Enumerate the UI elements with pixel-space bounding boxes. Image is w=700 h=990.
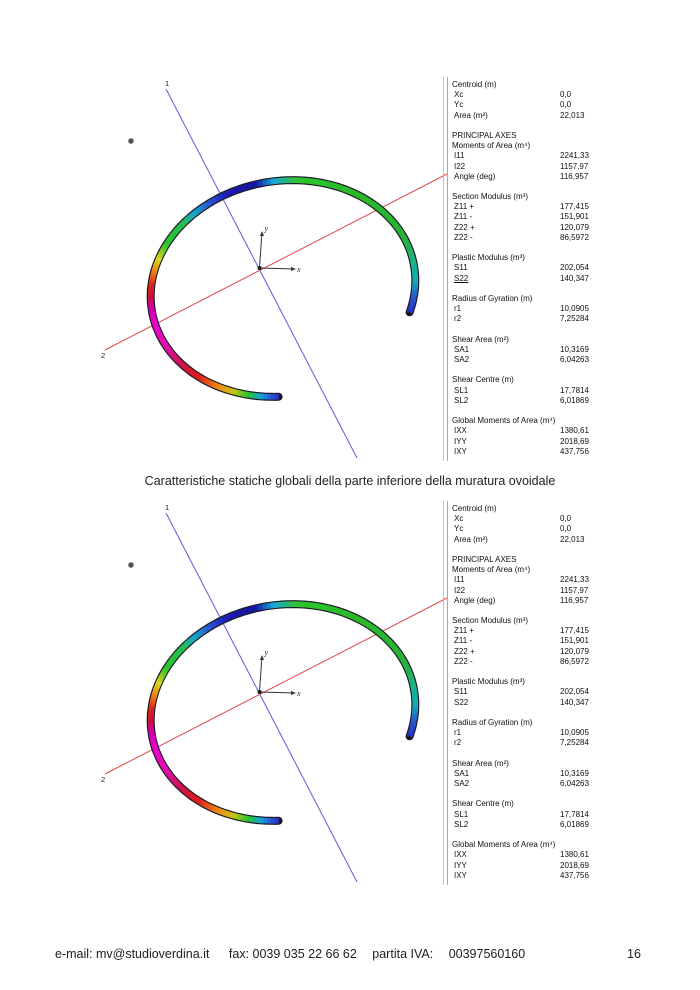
spacer-row — [452, 789, 602, 799]
property-value: 0,0 — [560, 514, 572, 524]
property-row — [452, 202, 602, 212]
property-row — [452, 524, 602, 534]
property-value: 116,957 — [560, 171, 589, 181]
y-axis-label: y — [264, 648, 269, 657]
axis-1-label: 1 — [165, 79, 170, 88]
property-row — [452, 314, 602, 324]
y-axis-label: y — [264, 224, 269, 233]
panel-separator-line — [443, 77, 444, 461]
property-label: Yc — [454, 524, 464, 534]
property-label: Xc — [454, 90, 464, 100]
property-label: Centroid (m) — [452, 80, 497, 89]
property-value: 2241,33 — [560, 575, 589, 585]
spacer-row — [452, 545, 602, 555]
section-header-row — [452, 565, 602, 575]
property-row — [452, 355, 602, 365]
property-value: 10,3169 — [560, 768, 589, 778]
axis-1-label: 1 — [165, 503, 170, 512]
property-row — [452, 810, 602, 820]
property-value: 2241,33 — [560, 151, 589, 161]
property-row — [452, 535, 602, 545]
property-label: r1 — [454, 304, 462, 314]
property-label: Shear Centre (m) — [452, 375, 514, 385]
footer-fax: fax: 0039 035 22 66 62 — [228, 947, 357, 961]
spacer-row — [452, 667, 602, 677]
panel-separator-line — [447, 77, 448, 461]
property-label: Shear Area (m²) — [452, 334, 509, 344]
footer-partita-iva-value: 00397560160 — [448, 947, 526, 961]
property-label: IXX — [454, 426, 467, 436]
property-row — [452, 779, 602, 789]
property-row — [452, 861, 602, 871]
property-label: Area (m²) — [454, 534, 488, 544]
property-label: Z11 + — [454, 626, 475, 636]
property-value: 22,013 — [560, 110, 585, 120]
property-row — [452, 820, 602, 830]
property-row — [452, 636, 602, 646]
property-label: SA2 — [454, 779, 470, 789]
section-header-row — [452, 840, 602, 850]
figure-caption: Caratteristiche statiche globali della parte inferiore della muratura ovoidale — [144, 474, 556, 488]
property-row — [452, 738, 602, 748]
spacer-row — [452, 243, 602, 253]
property-label: Angle (deg) — [454, 595, 496, 605]
property-value: 6,01869 — [560, 395, 589, 405]
property-label: Z11 - — [454, 636, 473, 646]
property-value: 0,0 — [560, 90, 572, 100]
property-value: 1380,61 — [560, 850, 589, 860]
section-properties-panel-2 — [452, 504, 602, 881]
property-label: I22 — [454, 585, 466, 595]
property-value: 140,347 — [560, 273, 589, 283]
property-label: Global Moments of Area (m⁴) — [452, 416, 556, 426]
property-value: 151,901 — [560, 212, 589, 222]
property-label: Radius of Gyration (m) — [452, 293, 533, 303]
y-axis-arrow-icon — [260, 231, 264, 236]
property-row — [452, 345, 602, 355]
property-label: Z22 + — [454, 646, 475, 656]
property-row — [452, 657, 602, 667]
property-row — [452, 596, 602, 606]
cross-section-plot-1 — [90, 75, 450, 467]
property-row — [452, 396, 602, 406]
section-header-row — [452, 253, 602, 263]
property-label: Z11 - — [454, 212, 473, 222]
property-row — [452, 728, 602, 738]
page-footer — [55, 947, 525, 961]
property-label: Z22 - — [454, 656, 473, 666]
section-ring-outline — [151, 180, 416, 397]
property-value: 7,25284 — [560, 314, 589, 324]
property-row — [452, 90, 602, 100]
property-row — [452, 769, 602, 779]
property-value: 177,415 — [560, 202, 589, 212]
property-row — [452, 514, 602, 524]
section-header-row — [452, 335, 602, 345]
property-label: PRINCIPAL AXES — [452, 130, 517, 140]
property-row — [452, 100, 602, 110]
spacer-row — [452, 708, 602, 718]
property-label: S11 — [454, 263, 468, 273]
property-label: SL2 — [454, 819, 469, 829]
property-label: Section Modulus (m³) — [452, 192, 529, 202]
property-value: 22,013 — [560, 534, 585, 544]
property-row — [452, 437, 602, 447]
property-row — [452, 223, 602, 233]
property-value: 140,347 — [560, 697, 589, 707]
property-label: Yc — [454, 100, 464, 110]
property-value: 437,756 — [560, 870, 589, 880]
property-label: IYY — [454, 860, 467, 870]
property-row — [452, 575, 602, 585]
spacer-row — [452, 365, 602, 375]
property-label: Z22 + — [454, 222, 475, 232]
property-value: 6,04263 — [560, 355, 589, 365]
property-label: r2 — [454, 738, 462, 748]
property-label: SA2 — [454, 355, 470, 365]
section-header-row — [452, 504, 602, 514]
footer-partita-iva-label: partita IVA: — [372, 947, 434, 961]
property-label: IXY — [454, 870, 467, 880]
y-axis-arrow-icon — [260, 655, 264, 660]
page-number: 16 — [627, 947, 641, 961]
property-label: S22 — [454, 697, 469, 707]
section-header-row — [452, 375, 602, 385]
spacer-row — [452, 606, 602, 616]
property-label: r1 — [454, 728, 462, 738]
y-axis-line — [260, 232, 263, 268]
property-value: 10,3169 — [560, 344, 589, 354]
panel-separator-line — [447, 501, 448, 885]
property-row — [452, 162, 602, 172]
property-label: Centroid (m) — [452, 504, 497, 513]
property-value: 1380,61 — [560, 426, 589, 436]
property-label: Xc — [454, 514, 464, 524]
property-value: 437,756 — [560, 446, 589, 456]
property-label: Moments of Area (m⁴) — [452, 565, 531, 575]
property-value: 2018,69 — [560, 860, 589, 870]
section-header-row — [452, 416, 602, 426]
section-header-row — [452, 555, 602, 565]
property-row — [452, 151, 602, 161]
property-label: I11 — [454, 575, 465, 585]
property-row — [452, 233, 602, 243]
spacer-row — [452, 284, 602, 294]
property-value: 120,079 — [560, 222, 589, 232]
property-value: 202,054 — [560, 687, 589, 697]
property-label: Z22 - — [454, 232, 473, 242]
property-row — [452, 871, 602, 881]
principal-axis-1-line — [166, 513, 357, 882]
property-row — [452, 263, 602, 273]
property-label: PRINCIPAL AXES — [452, 554, 517, 564]
property-label: IXY — [454, 446, 467, 456]
x-axis-line — [260, 268, 295, 269]
section-header-row — [452, 718, 602, 728]
section-ring-segment — [410, 309, 411, 312]
property-row — [452, 111, 602, 121]
origin-marker — [258, 690, 262, 694]
property-label: Z11 + — [454, 202, 475, 212]
property-value: 0,0 — [560, 524, 572, 534]
property-label: r2 — [454, 314, 462, 324]
section-header-row — [452, 131, 602, 141]
property-value: 0,0 — [560, 100, 572, 110]
spacer-row — [452, 830, 602, 840]
property-row — [452, 586, 602, 596]
property-label: SL1 — [454, 809, 469, 819]
axis-2-label: 2 — [101, 351, 106, 360]
property-label: Moments of Area (m⁴) — [452, 141, 531, 151]
property-value: 151,901 — [560, 636, 589, 646]
figure-cross-section-2 — [90, 499, 450, 891]
property-row — [452, 386, 602, 396]
property-row — [452, 647, 602, 657]
section-header-row — [452, 759, 602, 769]
property-value: 1157,97 — [560, 585, 589, 595]
section-properties-panel-1 — [452, 80, 602, 457]
x-axis-label: x — [297, 689, 301, 698]
property-value: 116,957 — [560, 595, 589, 605]
property-label: Section Modulus (m³) — [452, 616, 529, 626]
spacer-row — [452, 406, 602, 416]
property-label: Plastic Modulus (m³) — [452, 253, 525, 263]
section-header-row — [452, 677, 602, 687]
property-row — [452, 626, 602, 636]
property-row — [452, 698, 602, 708]
property-row — [452, 426, 602, 436]
x-axis-arrow-icon — [291, 267, 296, 271]
property-label: IYY — [454, 436, 467, 446]
property-label: SA1 — [454, 344, 470, 354]
property-value: 2018,69 — [560, 436, 589, 446]
section-header-row — [452, 192, 602, 202]
property-label: Shear Area (m²) — [452, 758, 509, 768]
property-label: S11 — [454, 687, 468, 697]
footer-email: e-mail: mv@studioverdina.it — [55, 947, 210, 961]
property-value: 120,079 — [560, 646, 589, 656]
property-label: Shear Centre (m) — [452, 799, 514, 809]
section-header-row — [452, 141, 602, 151]
property-label: SA1 — [454, 768, 470, 778]
property-label: I22 — [454, 161, 466, 171]
property-value: 7,25284 — [560, 738, 589, 748]
property-row — [452, 447, 602, 457]
property-label: SL1 — [454, 385, 469, 395]
property-value: 6,01869 — [560, 819, 589, 829]
section-header-row — [452, 294, 602, 304]
rosette-icon — [130, 564, 132, 566]
rosette-icon — [130, 140, 132, 142]
property-value: 202,054 — [560, 263, 589, 273]
panel-separator-line — [443, 501, 444, 885]
spacer-row — [452, 325, 602, 335]
origin-marker — [258, 266, 262, 270]
cross-section-plot-2 — [90, 499, 450, 891]
section-header-row — [452, 799, 602, 809]
property-value: 17,7814 — [560, 809, 589, 819]
principal-axis-1-line — [166, 89, 357, 458]
property-label: I11 — [454, 151, 465, 161]
section-ring-outline — [151, 604, 416, 821]
spacer-row — [452, 182, 602, 192]
spacer-row — [452, 121, 602, 131]
x-axis-label: x — [297, 265, 301, 274]
property-row — [452, 304, 602, 314]
property-row — [452, 212, 602, 222]
spacer-row — [452, 749, 602, 759]
property-value: 1157,97 — [560, 161, 589, 171]
property-label: Plastic Modulus (m³) — [452, 677, 525, 687]
section-header-row — [452, 616, 602, 626]
y-axis-line — [260, 656, 263, 692]
property-row — [452, 850, 602, 860]
section-ring-segment — [410, 733, 411, 736]
property-value: 10,0905 — [560, 728, 589, 738]
property-label: Angle (deg) — [454, 171, 496, 181]
x-axis-line — [260, 692, 295, 693]
property-row — [452, 687, 602, 697]
section-header-row — [452, 80, 602, 90]
figure-cross-section-1 — [90, 75, 450, 467]
property-value: 86,5972 — [560, 232, 589, 242]
property-label: Area (m²) — [454, 110, 488, 120]
property-label: SL2 — [454, 395, 469, 405]
property-value: 177,415 — [560, 626, 589, 636]
property-label: Global Moments of Area (m⁴) — [452, 840, 556, 850]
property-value: 17,7814 — [560, 385, 589, 395]
property-value: 86,5972 — [560, 656, 589, 666]
property-label: IXX — [454, 850, 467, 860]
property-value: 6,04263 — [560, 779, 589, 789]
property-label: S22 — [454, 273, 469, 283]
axis-2-label: 2 — [101, 775, 106, 784]
property-value: 10,0905 — [560, 304, 589, 314]
property-label: Radius of Gyration (m) — [452, 717, 533, 727]
property-row — [452, 274, 602, 284]
x-axis-arrow-icon — [291, 691, 296, 695]
property-row — [452, 172, 602, 182]
